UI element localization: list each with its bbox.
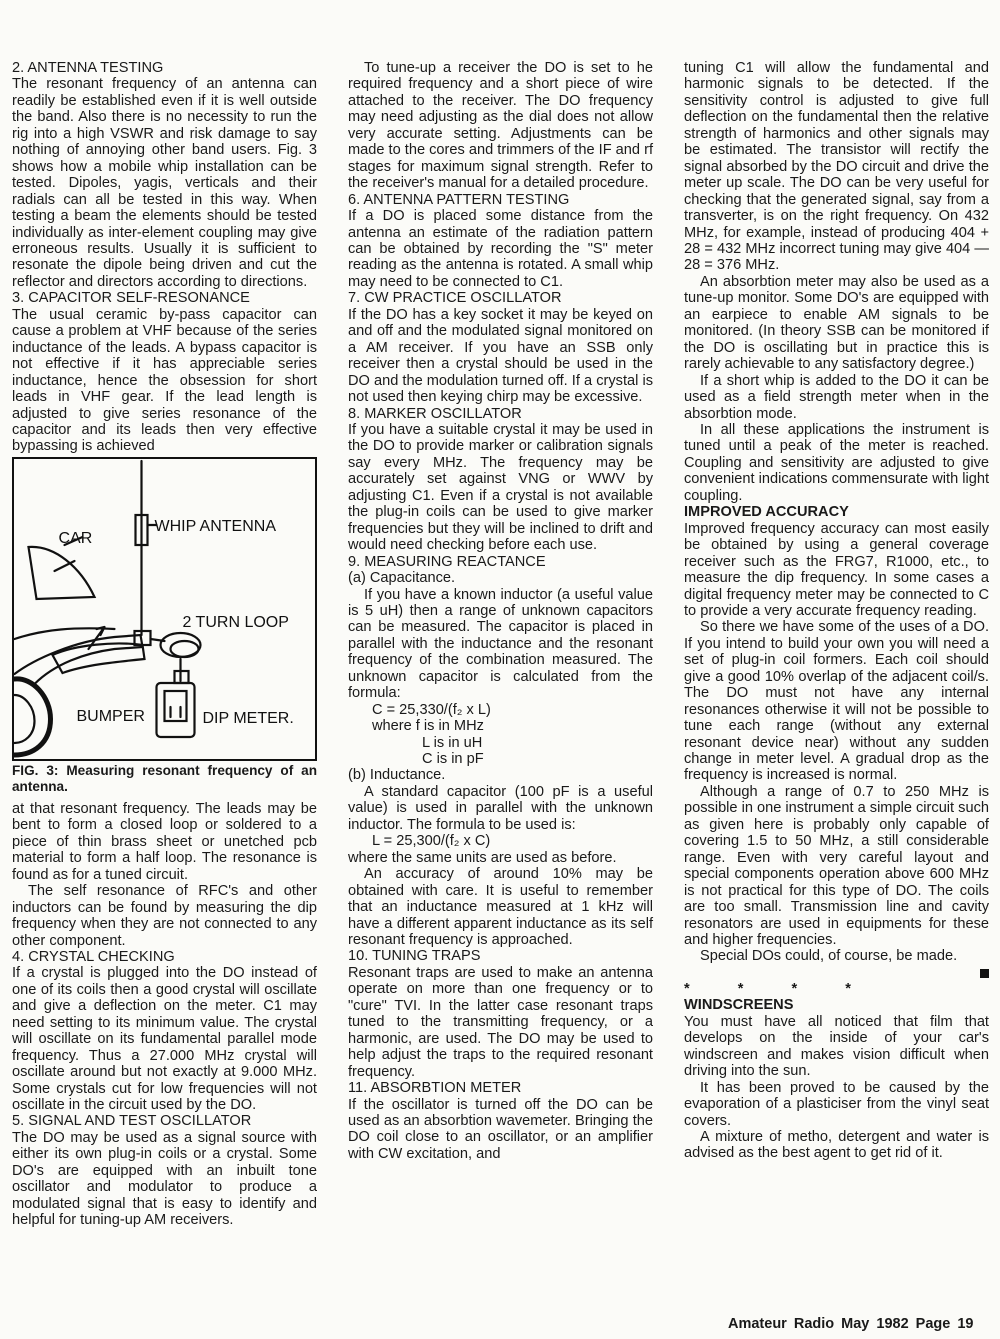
- paragraph: Improved frequency accuracy can most easily be obtained by using a general coverage receiver such as the FRG7, R1000, etc., to measure the dip frequency. In some cases a digital frequency meter may be connected to C to provide a very accurate frequency reading.: [684, 520, 989, 619]
- paragraph: where the same units are used as before.: [348, 849, 617, 866]
- heading-tuning-traps: 10. TUNING TRAPS: [348, 948, 481, 965]
- heading-antenna-testing: 2. ANTENNA TESTING: [12, 60, 164, 76]
- heading-signal-test-oscillator: 5. SIGNAL AND TEST OSCILLATOR: [12, 1113, 252, 1130]
- figure-caption: FIG. 3: Measuring resonant frequency of an antenna.: [12, 762, 317, 794]
- page-footer: Amateur Radio May 1982 Page 19: [728, 1316, 974, 1332]
- heading-antenna-pattern-testing: 6. ANTENNA PATTERN TESTING: [348, 191, 570, 208]
- column-3: [684, 60, 989, 1162]
- label-two-turn-loop: 2 TURN LOOP: [182, 613, 289, 631]
- formula-note: C is in pF: [422, 751, 484, 768]
- label-whip-antenna: WHIP ANTENNA: [154, 517, 276, 535]
- heading-improved-accuracy: IMPROVED ACCURACY: [684, 504, 849, 521]
- paragraph: The DO may be used as a signal source with either its own plug-in coils or a crystal. Some DO's are equipped with an inbuilt tone oscillator and modulator to produce a modulated signal that is easy to identify and helpful for tuning-up AM receivers.: [12, 1129, 317, 1229]
- paragraph: A standard capacitor (100 pF is a useful value) is used in parallel with the unknown inductor. The formula to be used is:: [348, 783, 653, 833]
- paragraph: So there we have some of the uses of a DO. If you intend to build your own you will need a set of plug-in coil formers. Each coil should give a good 10% overlap of the adjacent coil/s. The DO must not have any internal resonances otherwise it will not be possible to tune each range (without any external resonant device near) without any sudden change in meter level. A gradual drop as the frequency is increased is normal.: [684, 619, 989, 784]
- subheading-capacitance: (a) Capacitance.: [348, 570, 456, 587]
- figure-3-drawing: [14, 459, 315, 759]
- paragraph: An accuracy of around 10% may be obtained with care. It is useful to remember that an inductance measured at 1 kHz will have a different apparent inductance as its self resonant frequency is approached.: [348, 866, 653, 949]
- paragraph: Although a range of 0.7 to 250 MHz is possible in one instrument a simple circuit such as given here is probably only capable of covering 1.5 to 50 MHz, a still considerable range. Even with very careful layout and special components operation above 600 MHz is not practical for this type of DO. The coils are too small. Transmission line and cavity resonators are used in equipments for these and higher frequencies.: [684, 783, 989, 949]
- paragraph: at that resonant frequency. The leads may be bent to form a closed loop or soldered to a piece of thin brass sheet or unetched pcb material to form a half loop. The resonance is found as for a tuned circuit.: [12, 800, 317, 883]
- paragraph: The usual ceramic by-pass capacitor can cause a problem at VHF because of the series inductance of the leads. A bypass capacitor is not effective if it has appreciable series inductance, hence the obsession for short leads in VHF gear. If the lead length is adjusted to give series resonance of the capacitor and its leads then very effective bypassing is achieved: [12, 306, 317, 455]
- paragraph: If a DO is placed some distance from the antenna an estimate of the radiation pattern can be obtained by recording the "S" meter reading as the antenna is rotated. A small whip may need to be connected to C1.: [348, 208, 653, 290]
- car-outline: [15, 635, 143, 684]
- paragraph: You must have all noticed that film that develops on the inside of your car's windscreen and makes vision difficult when driving into the sun.: [684, 1013, 989, 1080]
- paragraph: To tune-up a receiver the DO is set to he required frequency and a short piece of wire attached to the receiver. The DO frequency may need adjusting as the dial does not allow very accurate setting. Adjustments can be made to the cores and trimmers of the IF and rf stages for maximum signal strength. Refer to the receiver's manual for a detailed procedure.: [348, 60, 653, 192]
- column-2: [348, 60, 653, 1162]
- paragraph: tuning C1 will allow the fundamental and harmonic signals to be detected. If the sensitivity control is adjusted to give full deflection on the fundamental then the relative strength of harmonics and other signals may be estimated. The transistor will rectify the signal absorbed by the DO circuit and drive the meter up scale. The DO can be very useful for checking that the generated signal, say from a transverter, is on the right frequency. On 432 MHz, for example, instead of producing 404 + 28 = 432 MHz incorrect tuning may give 404 — 28 = 376 MHz.: [684, 60, 989, 274]
- subheading-inductance: (b) Inductance.: [348, 767, 446, 784]
- figure-3: [12, 457, 317, 761]
- formula-note: L is in uH: [422, 734, 483, 751]
- section-separator: * * * *: [684, 980, 873, 997]
- paragraph: Resonant traps are used to make an antenna operate on more than one frequency or to "cure" TVI. In the latter case resonant traps tuned to the transmitting frequency, or a harmonic, are used. The DO may be used to help adjust the traps to the required resonant frequency.: [348, 964, 653, 1080]
- formula-capacitance: C = 25,330/(f₂ x L): [372, 701, 491, 718]
- paragraph: If the DO has a key socket it may be keyed on and off and the modulated signal monitored on a AM receiver. If you have an SSB only receiver then a crystal should be used in the DO and the modulation turned off. If a crystal is not used then keying chirp may be excessive.: [348, 306, 653, 406]
- heading-marker-oscillator: 8. MARKER OSCILLATOR: [348, 405, 522, 422]
- heading-capacitor-self-resonance: 3. CAPACITOR SELF-RESONANCE: [12, 290, 250, 307]
- heading-measuring-reactance: 9. MEASURING REACTANCE: [348, 553, 546, 570]
- paragraph: Special DOs could, of course, be made.: [700, 948, 958, 965]
- column-1: [12, 60, 317, 1229]
- heading-crystal-checking: 4. CRYSTAL CHECKING: [12, 948, 175, 965]
- paragraph: A mixture of metho, detergent and water is advised as the best agent to get rid of it.: [684, 1129, 989, 1162]
- paragraph: If a short whip is added to the DO it can be used as a field strength meter when in the absorbtion mode.: [684, 372, 989, 422]
- paragraph: In all these applications the instrument is tuned until a peak of the meter is reached. Coupling and sensitivity are adjusted to give convenient indications commensurate with light coupling.: [684, 421, 990, 504]
- paragraph: The self resonance of RFC's and other inductors can be found by measuring the dip frequency when they are not connected to any other component.: [12, 883, 317, 949]
- label-car: CAR: [58, 529, 93, 547]
- label-dip-meter: DIP METER.: [202, 709, 294, 727]
- end-mark: [980, 969, 989, 978]
- formula-inductance: L = 25,300/(f₂ x C): [372, 833, 491, 850]
- paragraph: It has been proved to be caused by the evaporation of a plasticiser from the vinyl seat covers.: [684, 1079, 989, 1129]
- heading-absorbtion-meter: 11. ABSORBTION METER: [348, 1080, 522, 1097]
- paragraph: The resonant frequency of an antenna can readily be established even if it is well outside the band. Also there is no necessity to run the rig into a high VSWR and risk damage to say nothing of annoying other band users. Fig. 3 shows how a mobile whip installation can be tested. Dipoles, yagis, verticals and their radials can all be tested in this way. When testing a beam the elements should be tested individually as inter-element coupling may give erroneous results. Usually it is sufficient to resonate the dipole being driven and cut the reflector and directors according to directions.: [12, 76, 317, 290]
- paragraph: An absorbtion meter may also be used as a tune-up monitor. Some DO's are equipped with an earpiece to enable AM signals to be monitored. (In theory SSB can be monitored if the DO is oscillating but in practice this is rarely achievable to any satisfactory degree.): [684, 273, 989, 373]
- heading-cw-practice-oscillator: 7. CW PRACTICE OSCILLATOR: [348, 290, 562, 307]
- formula-note: where f is in MHz: [372, 718, 484, 735]
- paragraph: If you have a known inductor (a useful value is 5 uH) then a range of unknown capacitors can be measured. The capacitor is placed in parallel with the inductance and the resonant frequency of the combination measured. The unknown capacitor is calculated from the formula:: [348, 586, 653, 702]
- paragraph: If a crystal is plugged into the DO instead of one of its coils then a good crystal will oscillate and give a deflection on the meter. C1 may need setting to its minimum value. The crystal will oscillate on its fundamental parallel mode frequency. Thus a 27.000 MHz crystal will oscillate around but not exactly at 9.000 MHz. Some crystals cut for low frequencies will not oscillate in the circuit used by the DO.: [12, 965, 317, 1114]
- heading-windscreens: WINDSCREENS: [684, 997, 794, 1014]
- label-bumper: BUMPER: [76, 707, 145, 725]
- paragraph: If you have a suitable crystal it may be used in the DO to provide marker or calibration signals say every MHz. The frequency may be accurately set against VNG or WWV by adjusting C1. Even if a crystal is not available the plug-in coils can be used to give marker frequencies but they will be inclined to drift and would need checking before each use.: [348, 421, 653, 554]
- paragraph: If the oscillator is turned off the DO can be used as an absorbtion wavemeter. Bringing the DO coil close to an oscillator, or an amplifier with CW excitation, and: [348, 1096, 653, 1162]
